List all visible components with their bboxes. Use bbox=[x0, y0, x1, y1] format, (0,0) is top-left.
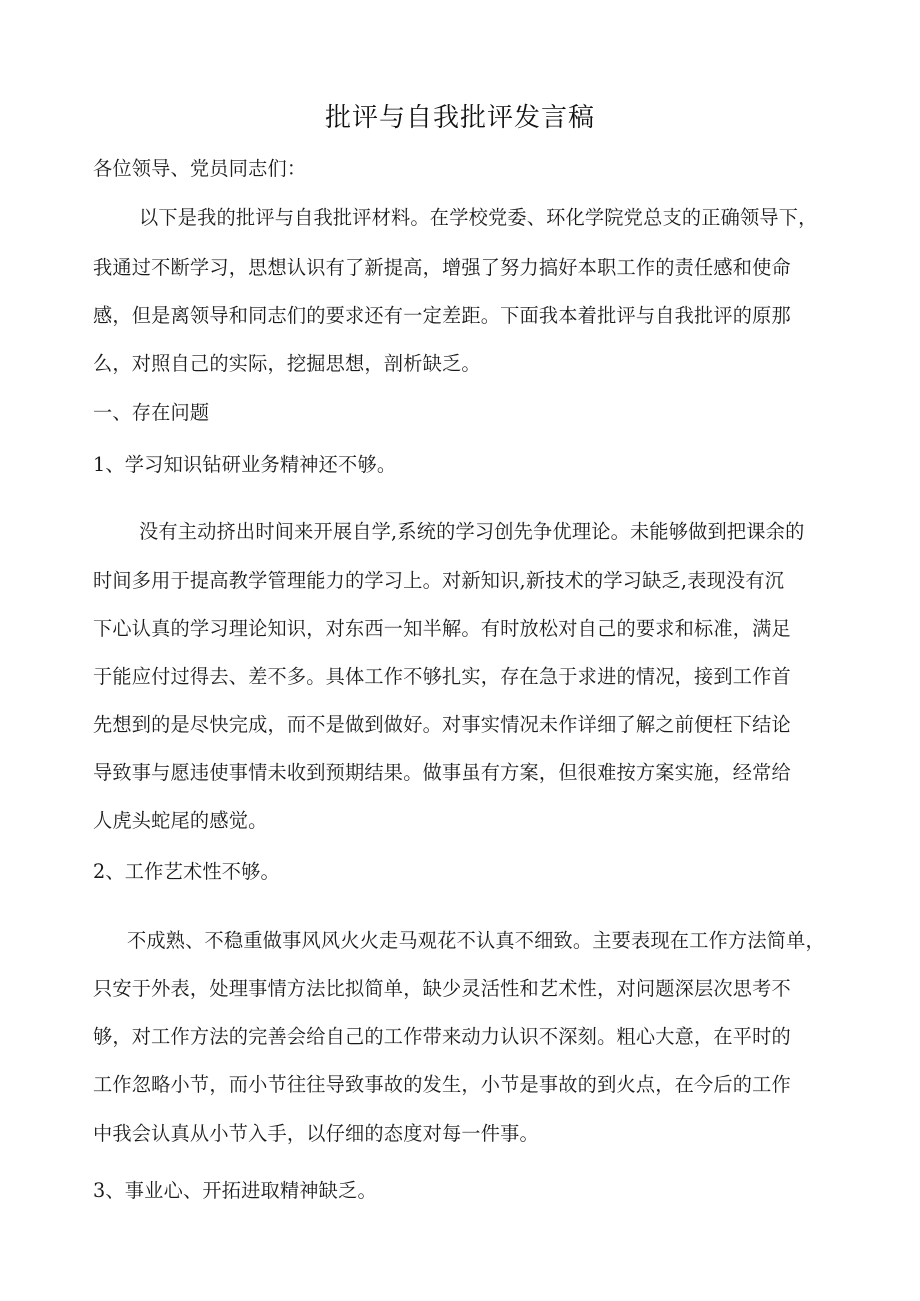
item1-line-3: 下心认真的学习理论知识，对东西一知半解。有时放松对自己的要求和标准，满足 bbox=[93, 617, 791, 640]
intro-line-2: 我通过不断学习，思想认识有了新提高，增强了努力搞好本职工作的责任感和使命 bbox=[93, 256, 791, 279]
section-heading: 一、存在问题 bbox=[93, 401, 210, 424]
item2-line-4: 工作忽略小节，而小节往往导致事故的发生，小节是事故的到火点，在今后的工作 bbox=[93, 1073, 791, 1096]
intro-line-3: 感，但是离领导和同志们的要求还有一定差距。下面我本着批评与自我批评的原那 bbox=[93, 304, 791, 327]
item1-line-1: 没有主动挤出时间来开展自学,系统的学习创先争优理论。未能够做到把课余的 bbox=[139, 520, 805, 543]
intro-line-4: 么，对照自己的实际，挖掘思想，剖析缺乏。 bbox=[93, 352, 481, 375]
greeting: 各位领导、党员同志们： bbox=[93, 157, 307, 180]
document-title: 批评与自我批评发言稿 bbox=[324, 103, 595, 133]
item2-line-1: 不成熟、不稳重做事风风火火走马观花不认真不细致。主要表现在工作方法简单， bbox=[127, 929, 825, 952]
item2-line-3: 够，对工作方法的完善会给自己的工作带来动力认识不深刻。粗心大意，在平时的 bbox=[93, 1025, 791, 1048]
item2-heading: 2、工作艺术性不够。 bbox=[93, 860, 280, 883]
item1-line-5: 先想到的是尽快完成，而不是做到做好。对事实情况未作详细了解之前便枉下结论 bbox=[93, 713, 791, 736]
item1-line-2: 时间多用于提高教学管理能力的学习上。对新知识,新技术的学习缺乏,表现没有沉 bbox=[93, 569, 785, 592]
intro-line-1: 以下是我的批评与自我批评材料。在学校党委、环化学院党总支的正确领导下， bbox=[139, 206, 818, 229]
item1-line-6: 导致事与愿违使事情未收到预期结果。做事虽有方案，但很难按方案实施，经常给 bbox=[93, 761, 791, 784]
item2-line-2: 只安于外表，处理事情方法比拟简单，缺少灵活性和艺术性，对问题深层次思考不 bbox=[93, 977, 791, 1000]
item1-line-7: 人虎头蛇尾的感觉。 bbox=[93, 809, 268, 832]
item1-line-4: 于能应付过得去、差不多。具体工作不够扎实，存在急于求进的情况，接到工作首 bbox=[93, 665, 791, 688]
item3-heading: 3、事业心、开拓进取精神缺乏。 bbox=[93, 1179, 377, 1202]
item1-heading: 1、学习知识钻研业务精神还不够。 bbox=[93, 453, 397, 476]
item2-line-5: 中我会认真从小节入手，以仔细的态度对每一件事。 bbox=[93, 1122, 539, 1145]
